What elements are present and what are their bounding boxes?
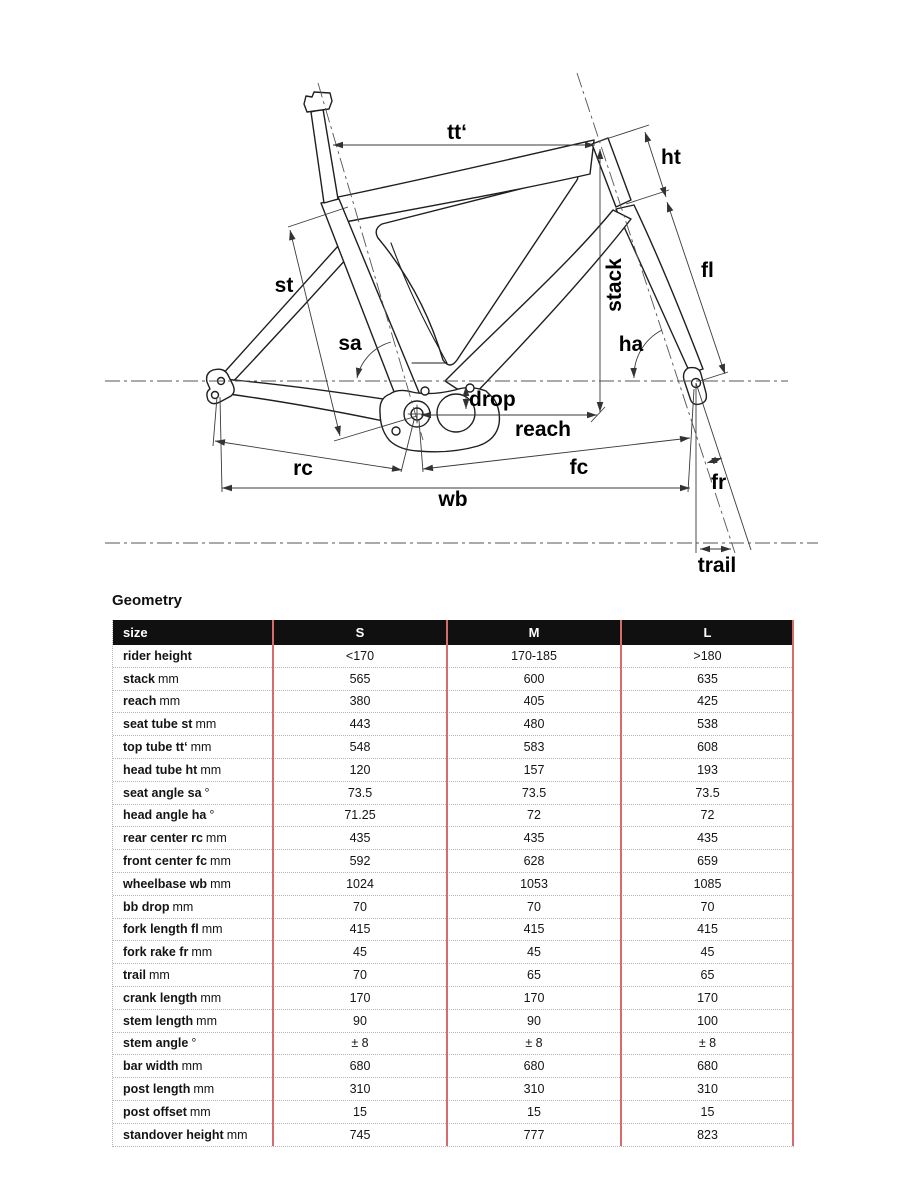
cell-value: 635: [697, 671, 718, 686]
label-stack: stack: [603, 258, 626, 312]
cell-value: 600: [523, 671, 545, 686]
row-label: trail mm: [123, 968, 170, 983]
row-label: head angle ha °: [123, 808, 215, 823]
cell-value: 538: [697, 717, 718, 732]
row-label: rider height: [123, 648, 192, 663]
seat-stays: [221, 235, 357, 387]
cell-value: 548: [349, 740, 371, 755]
seat-tube: [321, 199, 425, 415]
row-label: seat tube st mm: [123, 717, 217, 732]
head-tube: [592, 138, 631, 207]
cell-value: 405: [523, 694, 545, 709]
cell-value: 71.25: [344, 808, 376, 823]
cell-value: 90: [353, 1013, 367, 1028]
table-row: [113, 987, 794, 1010]
cell-value: 777: [523, 1127, 545, 1142]
cell-value: 745: [349, 1127, 371, 1142]
table-row: [113, 1033, 794, 1056]
cell-value: ± 8: [525, 1036, 543, 1051]
table-row: [113, 873, 794, 896]
table-row: [113, 1124, 794, 1146]
label-ha: ha: [618, 333, 644, 356]
cell-value: 45: [353, 945, 367, 960]
cell-value: 608: [697, 740, 718, 755]
row-label: bb drop mm: [123, 899, 194, 914]
cell-value: 70: [353, 968, 367, 983]
seat-post: [311, 109, 338, 203]
chain-stays: [221, 379, 396, 423]
row-label: crank length mm: [123, 990, 222, 1005]
cell-value: 73.5: [521, 785, 547, 800]
cell-value: 823: [697, 1127, 718, 1142]
cell-value: 73.5: [347, 785, 373, 800]
column-divider: [272, 620, 274, 1146]
cell-value: 45: [527, 945, 541, 960]
cell-value: 1085: [693, 876, 722, 891]
table-row: [113, 713, 794, 736]
row-label: fork length fl mm: [123, 922, 223, 937]
table-row: [113, 1010, 794, 1033]
table-body: [113, 645, 794, 1146]
cell-value: 435: [523, 831, 545, 846]
cell-value: 592: [349, 854, 371, 869]
cell-value: 1024: [346, 876, 374, 891]
label-tt-icon: tt‘: [447, 121, 467, 144]
cell-value: 310: [697, 1082, 718, 1097]
table-row: [113, 668, 794, 691]
table-row: [113, 941, 794, 964]
cell-value: 565: [349, 671, 371, 686]
row-label: stem length mm: [123, 1013, 217, 1028]
geometry-title: Geometry: [112, 592, 183, 609]
geometry-section: [112, 592, 793, 1147]
cell-value: 680: [697, 1059, 718, 1074]
table-row: [113, 964, 794, 987]
header-size-l: L: [703, 625, 712, 640]
cell-value: 193: [697, 762, 718, 777]
cell-value: 157: [523, 762, 545, 777]
label-trail: trail: [697, 554, 737, 577]
bike-frame: [207, 92, 707, 452]
table-right-border: [792, 620, 794, 1146]
cell-value: 72: [700, 808, 715, 823]
cell-value: 415: [523, 922, 545, 937]
label-st: st: [274, 274, 294, 297]
cell-value: 120: [349, 762, 371, 777]
label-wb: wb: [438, 488, 468, 511]
cell-value: 170: [349, 990, 371, 1005]
cell-value: 443: [349, 717, 371, 732]
table-row: [113, 827, 794, 850]
table-row: [113, 1101, 794, 1124]
cell-value: <170: [345, 648, 375, 663]
table-row: [113, 736, 794, 759]
cell-value: 435: [349, 831, 371, 846]
header-size-s: S: [355, 625, 365, 640]
cell-value: 310: [349, 1082, 371, 1097]
row-label: post offset mm: [123, 1104, 211, 1119]
cell-value: 70: [353, 899, 367, 914]
cell-value: 415: [697, 922, 718, 937]
table-row: [113, 1078, 794, 1101]
cell-value: 628: [523, 854, 545, 869]
cell-value: 680: [523, 1059, 545, 1074]
label-drop: drop: [469, 388, 516, 411]
table-row: [113, 645, 794, 668]
cell-value: 310: [523, 1082, 545, 1097]
cell-value: 659: [697, 854, 718, 869]
table-header-row: [113, 620, 794, 645]
label-reach: reach: [514, 418, 572, 441]
table-row: [113, 691, 794, 714]
label-fr: fr: [711, 471, 727, 494]
cell-value: 680: [349, 1059, 371, 1074]
row-label: head tube ht mm: [123, 762, 222, 777]
cell-value: 65: [527, 968, 541, 983]
label-rc: rc: [293, 457, 313, 480]
saddle-clamp: [304, 92, 332, 112]
label-fc: fc: [569, 456, 589, 479]
table-row: [113, 850, 794, 873]
cell-value: 170-185: [511, 648, 557, 663]
cell-value: 425: [697, 694, 718, 709]
geometry-table: [112, 620, 794, 1147]
row-label: standover height mm: [123, 1127, 248, 1142]
cell-value: 170: [697, 990, 718, 1005]
row-label: seat angle sa °: [123, 785, 210, 800]
cell-value: 65: [700, 968, 715, 983]
cell-value: 70: [700, 899, 715, 914]
row-label: rear center rc mm: [123, 831, 227, 846]
table-row: [113, 805, 794, 828]
cell-value: 435: [697, 831, 718, 846]
cell-value: 583: [523, 740, 545, 755]
cell-value: 15: [527, 1104, 541, 1119]
row-label: top tube tt‘ mm: [123, 740, 212, 755]
cell-value: 45: [700, 945, 715, 960]
row-label: wheelbase wb mm: [123, 876, 231, 891]
label-fl: fl: [701, 259, 714, 282]
cell-value: 100: [697, 1013, 718, 1028]
table-row: [113, 896, 794, 919]
row-label: stem angle °: [123, 1036, 197, 1051]
cell-value: 380: [349, 694, 371, 709]
cell-value: ± 8: [698, 1036, 717, 1051]
column-divider: [620, 620, 622, 1146]
row-label: reach mm: [123, 694, 181, 709]
cell-value: 1053: [520, 876, 548, 891]
cell-value: 480: [523, 717, 545, 732]
table-row: [113, 919, 794, 942]
row-label: stack mm: [123, 671, 179, 686]
cell-value: 73.5: [695, 785, 720, 800]
cell-value: 15: [353, 1104, 367, 1119]
cell-value: 70: [527, 899, 541, 914]
cell-value: 415: [349, 922, 371, 937]
row-label: bar width mm: [123, 1059, 203, 1074]
table-row: [113, 782, 794, 805]
label-ht: ht: [661, 146, 681, 169]
label-sa: sa: [338, 332, 362, 355]
column-divider: [446, 620, 448, 1146]
bike-geometry-diagram: [0, 0, 900, 585]
cell-value: 170: [523, 990, 545, 1005]
table-row: [113, 759, 794, 782]
row-label: fork rake fr mm: [123, 945, 213, 960]
cell-value: 15: [700, 1104, 715, 1119]
table-row: [113, 1055, 794, 1078]
cell-value: ± 8: [351, 1036, 369, 1051]
row-label: front center fc mm: [123, 854, 231, 869]
cell-value: 72: [527, 808, 541, 823]
cell-value: 90: [527, 1013, 541, 1028]
row-label: post length mm: [123, 1082, 215, 1097]
header-size-m: M: [528, 625, 540, 640]
top-tube: [338, 140, 594, 222]
header-size: size: [123, 625, 148, 640]
cell-value: >180: [693, 648, 722, 663]
